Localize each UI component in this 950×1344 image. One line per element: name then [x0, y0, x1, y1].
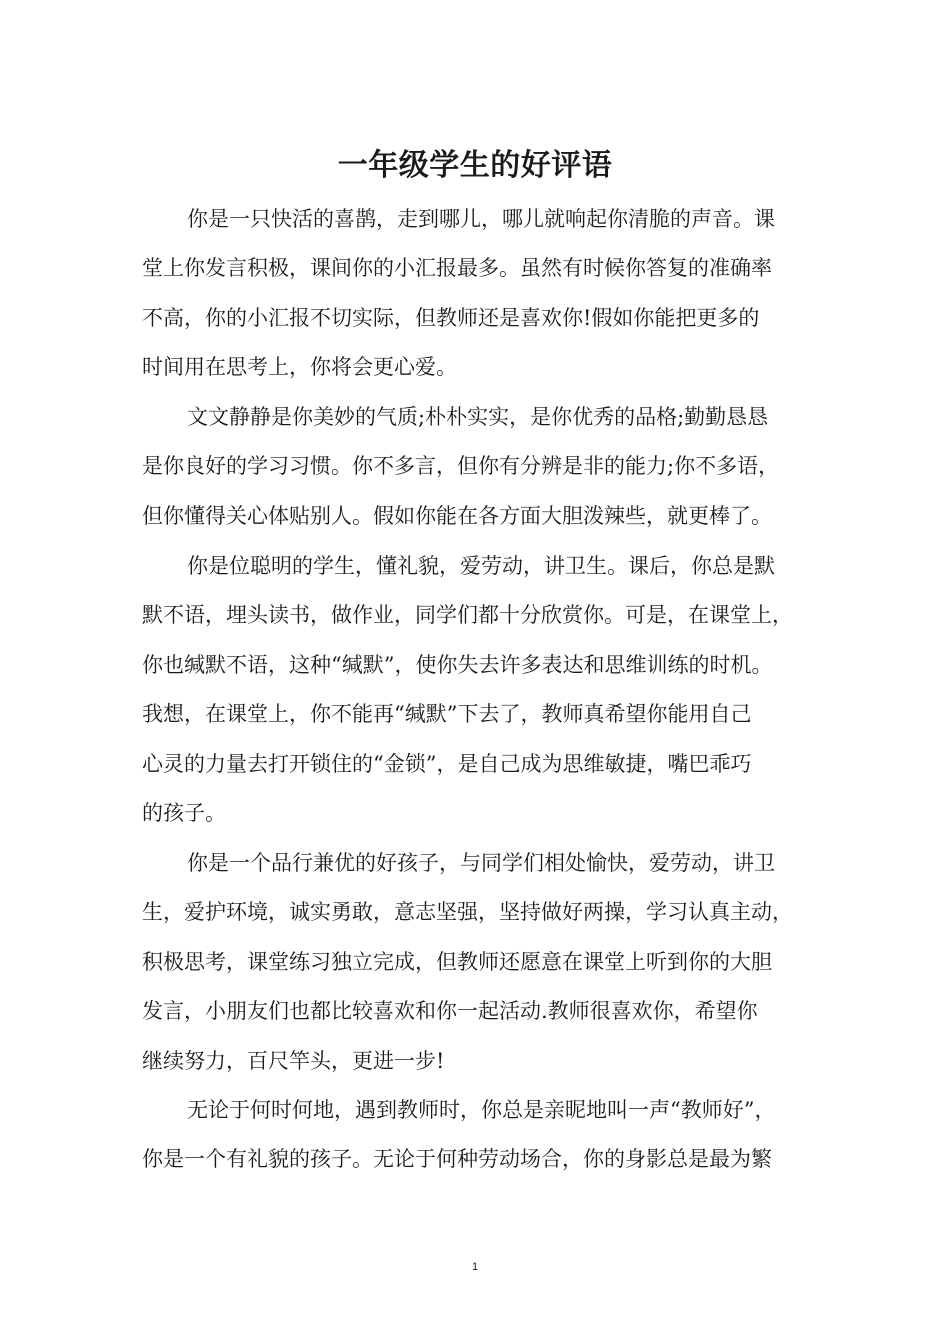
paragraph-line: 堂上你发言积极，课间你的小汇报最多。虽然有时候你答复的准确率 [142, 256, 772, 281]
paragraph-line: 是你良好的学习习惯。你不多言，但你有分辨是非的能力;你不多语， [142, 454, 780, 479]
paragraph-line: 但你懂得关心体贴别人。假如你能在各方面大胆泼辣些，就更棒了。 [142, 503, 772, 528]
paragraph-3 [142, 542, 793, 838]
paragraph-5 [142, 1086, 775, 1185]
paragraph-line: 生，爱护环境，诚实勇敢，意志坚强，坚持做好两操，学习认真主动， [142, 900, 793, 925]
paragraph-line: 默不语，埋头读书，做作业，同学们都十分欣赏你。可是，在课堂上， [142, 603, 793, 628]
paragraph-line: 你是位聪明的学生，懂礼貌，爱劳动，讲卫生。课后，你总是默 [187, 554, 775, 578]
document-title: 一年级学生的好评语 [337, 148, 613, 184]
paragraph-line: 我想，在课堂上，你不能再“缄默”下去了，教师真希望你能用自己 [142, 702, 752, 727]
page-number: 1 [471, 1261, 479, 1273]
paragraph-line: 无论于何时何地，遇到教师时，你总是亲昵地叫一声“教师好”， [187, 1098, 776, 1122]
paragraph-4 [142, 839, 793, 1086]
paragraph-line: 你也缄默不语，这种“缄默”，使你失去许多表达和思维训练的时机。 [142, 652, 773, 677]
paragraph-2 [142, 393, 779, 541]
paragraph-line: 继续努力，百尺竿头，更进一步! [142, 1048, 445, 1073]
paragraph-line: 的孩子。 [142, 800, 226, 825]
paragraph-line: 你是一个有礼貌的孩子。无论于何种劳动场合，你的身影总是最为繁 [142, 1147, 772, 1172]
paragraph-line: 发言，小朋友们也都比较喜欢和你一起活动.教师很喜欢你，希望你 [142, 999, 758, 1024]
paragraph-line: 文文静静是你美妙的气质;朴朴实实，是你优秀的品格;勤勤恳恳 [187, 405, 769, 429]
paragraph-line: 你是一个品行兼优的好孩子，与同学们相处愉快，爱劳动，讲卫 [187, 851, 775, 875]
paragraph-line: 积极思考，课堂练习独立完成，但教师还愿意在课堂上听到你的大胆 [142, 949, 772, 974]
paragraph-line: 你是一只快活的喜鹊，走到哪儿，哪儿就响起你清脆的声音。课 [187, 207, 775, 231]
paragraph-line: 时间用在思考上，你将会更心爱。 [142, 355, 457, 380]
paragraph-line: 心灵的力量去打开锁住的“金锁”，是自己成为思维敏捷，嘴巴乖巧 [142, 751, 752, 776]
paragraph-line: 不高，你的小汇报不切实际，但教师还是喜欢你!假如你能把更多的 [142, 305, 760, 330]
paragraph-1 [142, 195, 775, 393]
